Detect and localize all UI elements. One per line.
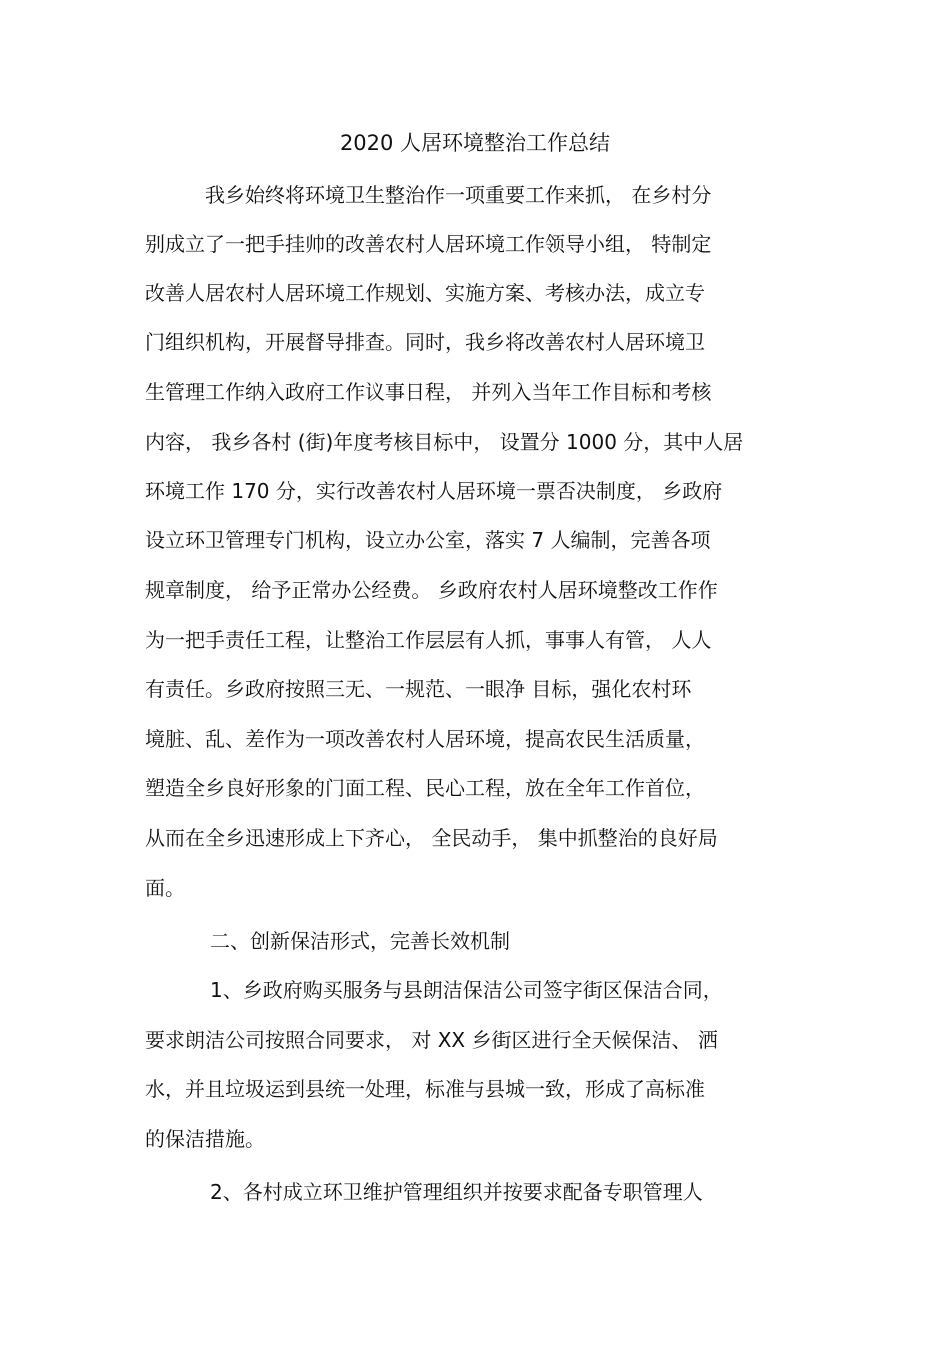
- paragraph-line: 别成立了一把手挂帅的改善农村人居环境工作领导小组， 特制定: [145, 232, 712, 256]
- paragraph-line: 设立环卫管理专门机构，设立办公室，落实 7 人编制，完善各项: [145, 528, 711, 552]
- paragraph-line: 有责任。乡政府按照三无、一规范、一眼净 目标，强化农村环: [145, 677, 692, 701]
- paragraph-line: 环境工作 170 分，实行改善农村人居环境一票否决制度， 乡政府: [145, 479, 723, 503]
- paragraph-line: 改善人居农村人居环境工作规划、实施方案、考核办法，成立专: [145, 281, 705, 305]
- document-title: 2020 人居环境整治工作总结: [339, 131, 611, 155]
- paragraph-line: 规章制度， 给予正常办公经费。 乡政府农村人居环境整改工作作: [145, 578, 718, 602]
- paragraph-line: 我乡始终将环境卫生整治作一项重要工作来抓， 在乡村分: [205, 183, 712, 207]
- section-heading: 二、创新保洁形式，完善长效机制: [210, 929, 510, 953]
- paragraph-line: 的保洁措施。: [145, 1127, 265, 1151]
- paragraph-line: 境脏、乱、差作为一项改善农村人居环境，提高农民生活质量，: [145, 727, 705, 751]
- paragraph-line: 内容， 我乡各村 (街)年度考核目标中， 设置分 1000 分，其中人居: [145, 430, 744, 454]
- paragraph-line: 从而在全乡迅速形成上下齐心， 全民动手， 集中抓整治的良好局: [145, 826, 718, 850]
- paragraph-line: 塑造全乡良好形象的门面工程、民心工程，放在全年工作首位，: [145, 776, 705, 800]
- paragraph-line: 生管理工作纳入政府工作议事日程， 并列入当年工作目标和考核: [145, 380, 712, 404]
- paragraph-line: 2、各村成立环卫维护管理组织并按要求配备专职管理人: [210, 1180, 703, 1204]
- paragraph-line: 要求朗洁公司按照合同要求， 对 XX 乡街区进行全天候保洁、 洒: [145, 1028, 718, 1052]
- paragraph-line: 水，并且垃圾运到县统一处理，标准与县城一致，形成了高标准: [145, 1077, 705, 1101]
- paragraph-line: 门组织机构，开展督导排查。同时，我乡将改善农村人居环境卫: [145, 330, 705, 354]
- paragraph-line: 1、乡政府购买服务与县朗洁保洁公司签字街区保洁合同，: [210, 978, 723, 1002]
- paragraph-line: 为一把手责任工程，让整治工作层层有人抓，事事人有管， 人人: [145, 628, 712, 652]
- paragraph-line: 面。: [145, 876, 185, 900]
